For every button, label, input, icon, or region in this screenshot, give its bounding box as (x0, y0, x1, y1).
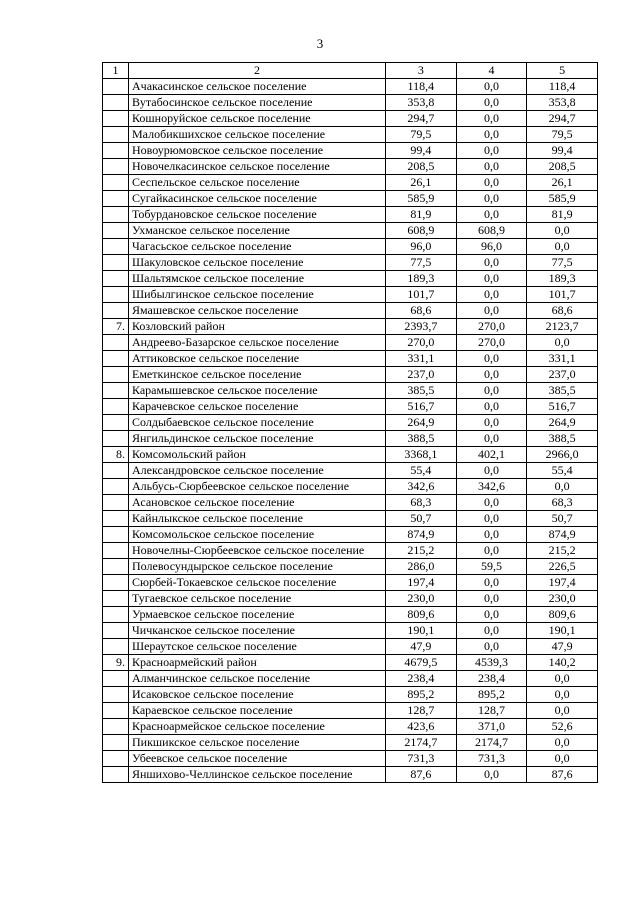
row-total: 128,7 (386, 703, 457, 719)
settlement-row (103, 111, 598, 127)
settlement-row (103, 543, 598, 559)
row-col4: 0,0 (456, 431, 527, 447)
row-number (103, 287, 129, 303)
row-total: 895,2 (386, 687, 457, 703)
row-number (103, 255, 129, 271)
row-col5: 0,0 (527, 239, 598, 255)
row-total: 87,6 (386, 767, 457, 783)
row-col5: 0,0 (527, 703, 598, 719)
row-total: 68,3 (386, 495, 457, 511)
row-col4: 0,0 (456, 143, 527, 159)
settlement-row (103, 383, 598, 399)
row-name: Урмаевское сельское поселение (129, 607, 386, 623)
row-number (103, 191, 129, 207)
row-col4: 0,0 (456, 575, 527, 591)
row-name: Тобурдановское сельское поселение (129, 207, 386, 223)
settlement-row (103, 127, 598, 143)
row-number (103, 479, 129, 495)
row-name: Сеспельское сельское поселение (129, 175, 386, 191)
row-total: 2174,7 (386, 735, 457, 751)
settlement-row (103, 671, 598, 687)
row-name: Сюрбей-Токаевское сельское поселение (129, 575, 386, 591)
row-col5: 68,6 (527, 303, 598, 319)
settlement-row (103, 223, 598, 239)
row-col4: 0,0 (456, 79, 527, 95)
row-col4: 895,2 (456, 687, 527, 703)
row-total: 197,4 (386, 575, 457, 591)
row-name: Ямашевское сельское поселение (129, 303, 386, 319)
row-number (103, 751, 129, 767)
settlement-row (103, 431, 598, 447)
settlement-row (103, 463, 598, 479)
row-name: Исаковское сельское поселение (129, 687, 386, 703)
settlement-row (103, 687, 598, 703)
row-name: Сугайкасинское сельское поселение (129, 191, 386, 207)
row-number (103, 367, 129, 383)
row-number (103, 735, 129, 751)
row-col4: 0,0 (456, 287, 527, 303)
settlement-row (103, 527, 598, 543)
row-total: 331,1 (386, 351, 457, 367)
row-col4: 0,0 (456, 527, 527, 543)
row-col4: 0,0 (456, 591, 527, 607)
row-name: Комсомольское сельское поселение (129, 527, 386, 543)
header-cell-2: 2 (129, 63, 386, 79)
row-col5: 385,5 (527, 383, 598, 399)
header-cell-4: 4 (456, 63, 527, 79)
row-col5: 0,0 (527, 335, 598, 351)
row-number: 9. (103, 655, 129, 671)
row-col5: 0,0 (527, 687, 598, 703)
row-col4: 270,0 (456, 319, 527, 335)
row-name: Андреево-Базарское сельское поселение (129, 335, 386, 351)
row-total: 190,1 (386, 623, 457, 639)
row-col4: 0,0 (456, 175, 527, 191)
settlement-row (103, 623, 598, 639)
row-col4: 0,0 (456, 495, 527, 511)
row-total: 79,5 (386, 127, 457, 143)
row-col4: 731,3 (456, 751, 527, 767)
row-total: 608,9 (386, 223, 457, 239)
row-total: 294,7 (386, 111, 457, 127)
row-col4: 4539,3 (456, 655, 527, 671)
row-total: 47,9 (386, 639, 457, 655)
row-total: 731,3 (386, 751, 457, 767)
row-col4: 0,0 (456, 543, 527, 559)
row-col5: 516,7 (527, 399, 598, 415)
settlement-row (103, 351, 598, 367)
row-col5: 0,0 (527, 751, 598, 767)
row-col4: 0,0 (456, 127, 527, 143)
row-col5: 353,8 (527, 95, 598, 111)
settlement-row (103, 303, 598, 319)
settlement-row (103, 639, 598, 655)
row-col4: 0,0 (456, 463, 527, 479)
row-number (103, 623, 129, 639)
row-total: 4679,5 (386, 655, 457, 671)
row-col4: 0,0 (456, 111, 527, 127)
row-total: 353,8 (386, 95, 457, 111)
settlement-row (103, 95, 598, 111)
district-row (103, 319, 598, 335)
row-name: Чагасьское сельское поселение (129, 239, 386, 255)
row-col4: 270,0 (456, 335, 527, 351)
row-col4: 0,0 (456, 623, 527, 639)
row-total: 118,4 (386, 79, 457, 95)
row-total: 215,2 (386, 543, 457, 559)
row-col5: 197,4 (527, 575, 598, 591)
row-name: Чичканское сельское поселение (129, 623, 386, 639)
row-total: 585,9 (386, 191, 457, 207)
row-col5: 208,5 (527, 159, 598, 175)
row-col5: 50,7 (527, 511, 598, 527)
settlement-row (103, 399, 598, 415)
row-total: 77,5 (386, 255, 457, 271)
row-col4: 0,0 (456, 351, 527, 367)
row-col5: 87,6 (527, 767, 598, 783)
row-col4: 0,0 (456, 207, 527, 223)
row-name: Александровское сельское поселение (129, 463, 386, 479)
row-col4: 0,0 (456, 511, 527, 527)
settlement-row (103, 287, 598, 303)
row-name: Еметкинское сельское поселение (129, 367, 386, 383)
row-total: 388,5 (386, 431, 457, 447)
row-number (103, 95, 129, 111)
row-name: Новочелкасинское сельское поселение (129, 159, 386, 175)
settlement-row (103, 735, 598, 751)
row-col4: 0,0 (456, 639, 527, 655)
row-number (103, 383, 129, 399)
row-number (103, 559, 129, 575)
settlement-row (103, 479, 598, 495)
settlement-row (103, 591, 598, 607)
settlement-row (103, 495, 598, 511)
row-number (103, 111, 129, 127)
settlement-row (103, 511, 598, 527)
row-total: 99,4 (386, 143, 457, 159)
row-col5: 77,5 (527, 255, 598, 271)
row-col5: 0,0 (527, 479, 598, 495)
settlement-row (103, 767, 598, 783)
row-number (103, 703, 129, 719)
row-col5: 79,5 (527, 127, 598, 143)
row-col5: 809,6 (527, 607, 598, 623)
row-number (103, 127, 129, 143)
settlement-row (103, 271, 598, 287)
row-col4: 0,0 (456, 415, 527, 431)
header-cell-5: 5 (527, 63, 598, 79)
row-col4: 0,0 (456, 767, 527, 783)
row-col5: 226,5 (527, 559, 598, 575)
settlement-row (103, 143, 598, 159)
row-name: Шераутское сельское поселение (129, 639, 386, 655)
settlement-row (103, 335, 598, 351)
row-number (103, 239, 129, 255)
row-name: Шальтямское сельское поселение (129, 271, 386, 287)
row-col5: 68,3 (527, 495, 598, 511)
settlement-row (103, 79, 598, 95)
row-col4: 0,0 (456, 191, 527, 207)
row-col4: 402,1 (456, 447, 527, 463)
row-name: Карачевское сельское поселение (129, 399, 386, 415)
row-name: Красноармейский район (129, 655, 386, 671)
row-col4: 59,5 (456, 559, 527, 575)
settlement-row (103, 559, 598, 575)
row-name: Комсомольский район (129, 447, 386, 463)
row-name: Алманчинское сельское поселение (129, 671, 386, 687)
row-name: Альбусь-Сюрбеевское сельское поселение (129, 479, 386, 495)
row-name: Убеевское сельское поселение (129, 751, 386, 767)
row-col5: 190,1 (527, 623, 598, 639)
row-number (103, 431, 129, 447)
row-col4: 608,9 (456, 223, 527, 239)
row-number (103, 271, 129, 287)
row-col5: 118,4 (527, 79, 598, 95)
row-total: 2393,7 (386, 319, 457, 335)
row-name: Новоурюмовское сельское поселение (129, 143, 386, 159)
settlement-row (103, 703, 598, 719)
row-col5: 2966,0 (527, 447, 598, 463)
row-col4: 0,0 (456, 95, 527, 111)
row-name: Шакуловское сельское поселение (129, 255, 386, 271)
row-total: 81,9 (386, 207, 457, 223)
row-number (103, 415, 129, 431)
row-name: Вутабосинское сельское поселение (129, 95, 386, 111)
row-number (103, 463, 129, 479)
row-col5: 26,1 (527, 175, 598, 191)
row-col4: 0,0 (456, 383, 527, 399)
row-number (103, 687, 129, 703)
row-name: Солдыбаевское сельское поселение (129, 415, 386, 431)
row-col4: 96,0 (456, 239, 527, 255)
row-number (103, 399, 129, 415)
settlement-row (103, 415, 598, 431)
row-col5: 2123,7 (527, 319, 598, 335)
row-total: 238,4 (386, 671, 457, 687)
settlement-row (103, 751, 598, 767)
row-name: Полевосундырское сельское поселение (129, 559, 386, 575)
row-total: 237,0 (386, 367, 457, 383)
row-name: Малобикшихское сельское поселение (129, 127, 386, 143)
settlement-row (103, 159, 598, 175)
row-col4: 0,0 (456, 303, 527, 319)
row-total: 189,3 (386, 271, 457, 287)
row-col4: 2174,7 (456, 735, 527, 751)
row-col5: 237,0 (527, 367, 598, 383)
row-col4: 128,7 (456, 703, 527, 719)
row-col5: 874,9 (527, 527, 598, 543)
row-col5: 55,4 (527, 463, 598, 479)
row-name: Кошноруйское сельское поселение (129, 111, 386, 127)
row-col4: 342,6 (456, 479, 527, 495)
row-total: 264,9 (386, 415, 457, 431)
row-col4: 238,4 (456, 671, 527, 687)
row-col5: 99,4 (527, 143, 598, 159)
row-number: 7. (103, 319, 129, 335)
row-total: 3368,1 (386, 447, 457, 463)
row-total: 342,6 (386, 479, 457, 495)
page-number: 3 (316, 36, 324, 51)
settlement-row (103, 207, 598, 223)
row-name: Козловский район (129, 319, 386, 335)
row-col4: 371,0 (456, 719, 527, 735)
header-row (103, 63, 598, 79)
row-total: 50,7 (386, 511, 457, 527)
row-col4: 0,0 (456, 271, 527, 287)
row-number (103, 719, 129, 735)
row-name: Шибылгинское сельское поселение (129, 287, 386, 303)
row-name: Новочелны-Сюрбеевское сельское поселение (129, 543, 386, 559)
row-total: 96,0 (386, 239, 457, 255)
row-total: 208,5 (386, 159, 457, 175)
row-number (103, 575, 129, 591)
header-cell-3: 3 (386, 63, 457, 79)
row-name: Ухманское сельское поселение (129, 223, 386, 239)
row-number (103, 351, 129, 367)
row-number (103, 543, 129, 559)
row-total: 55,4 (386, 463, 457, 479)
row-col5: 294,7 (527, 111, 598, 127)
row-number (103, 671, 129, 687)
row-number (103, 303, 129, 319)
settlement-row (103, 175, 598, 191)
row-total: 230,0 (386, 591, 457, 607)
row-number (103, 335, 129, 351)
row-number (103, 79, 129, 95)
row-name: Тугаевское сельское поселение (129, 591, 386, 607)
row-number (103, 159, 129, 175)
row-col4: 0,0 (456, 399, 527, 415)
row-col5: 0,0 (527, 735, 598, 751)
row-col5: 81,9 (527, 207, 598, 223)
row-col4: 0,0 (456, 159, 527, 175)
row-name: Янгильдинское сельское поселение (129, 431, 386, 447)
row-col4: 0,0 (456, 607, 527, 623)
row-name: Красноармейское сельское поселение (129, 719, 386, 735)
row-number (103, 607, 129, 623)
settlement-row (103, 367, 598, 383)
settlement-row (103, 575, 598, 591)
row-number (103, 207, 129, 223)
row-total: 516,7 (386, 399, 457, 415)
settlement-row (103, 239, 598, 255)
row-col5: 264,9 (527, 415, 598, 431)
row-name: Ачакасинское сельское поселение (129, 79, 386, 95)
row-number (103, 767, 129, 783)
row-number (103, 143, 129, 159)
row-number (103, 639, 129, 655)
row-name: Асановское сельское поселение (129, 495, 386, 511)
row-col5: 230,0 (527, 591, 598, 607)
row-number (103, 223, 129, 239)
row-col5: 388,5 (527, 431, 598, 447)
row-col5: 52,6 (527, 719, 598, 735)
row-name: Яншихово-Челлинское сельское поселение (129, 767, 386, 783)
row-number (103, 511, 129, 527)
row-name: Карамышевское сельское поселение (129, 383, 386, 399)
district-row (103, 447, 598, 463)
row-col5: 0,0 (527, 671, 598, 687)
budget-table (102, 62, 598, 783)
settlement-row (103, 255, 598, 271)
header-cell-1: 1 (103, 63, 129, 79)
row-col5: 140,2 (527, 655, 598, 671)
row-col5: 47,9 (527, 639, 598, 655)
row-total: 101,7 (386, 287, 457, 303)
row-col5: 215,2 (527, 543, 598, 559)
district-row (103, 655, 598, 671)
row-name: Пикшикское сельское поселение (129, 735, 386, 751)
row-number (103, 527, 129, 543)
row-col5: 585,9 (527, 191, 598, 207)
row-col5: 189,3 (527, 271, 598, 287)
row-name: Аттиковское сельское поселение (129, 351, 386, 367)
row-number (103, 175, 129, 191)
row-total: 423,6 (386, 719, 457, 735)
row-col4: 0,0 (456, 367, 527, 383)
row-total: 68,6 (386, 303, 457, 319)
row-total: 270,0 (386, 335, 457, 351)
row-col5: 101,7 (527, 287, 598, 303)
settlement-row (103, 191, 598, 207)
settlement-row (103, 719, 598, 735)
row-col5: 0,0 (527, 223, 598, 239)
row-total: 385,5 (386, 383, 457, 399)
row-name: Кайнлыкское сельское поселение (129, 511, 386, 527)
settlement-row (103, 607, 598, 623)
row-number: 8. (103, 447, 129, 463)
row-total: 286,0 (386, 559, 457, 575)
row-col4: 0,0 (456, 255, 527, 271)
row-number (103, 591, 129, 607)
row-total: 809,6 (386, 607, 457, 623)
row-col5: 331,1 (527, 351, 598, 367)
row-total: 26,1 (386, 175, 457, 191)
row-number (103, 495, 129, 511)
row-total: 874,9 (386, 527, 457, 543)
row-name: Караевское сельское поселение (129, 703, 386, 719)
